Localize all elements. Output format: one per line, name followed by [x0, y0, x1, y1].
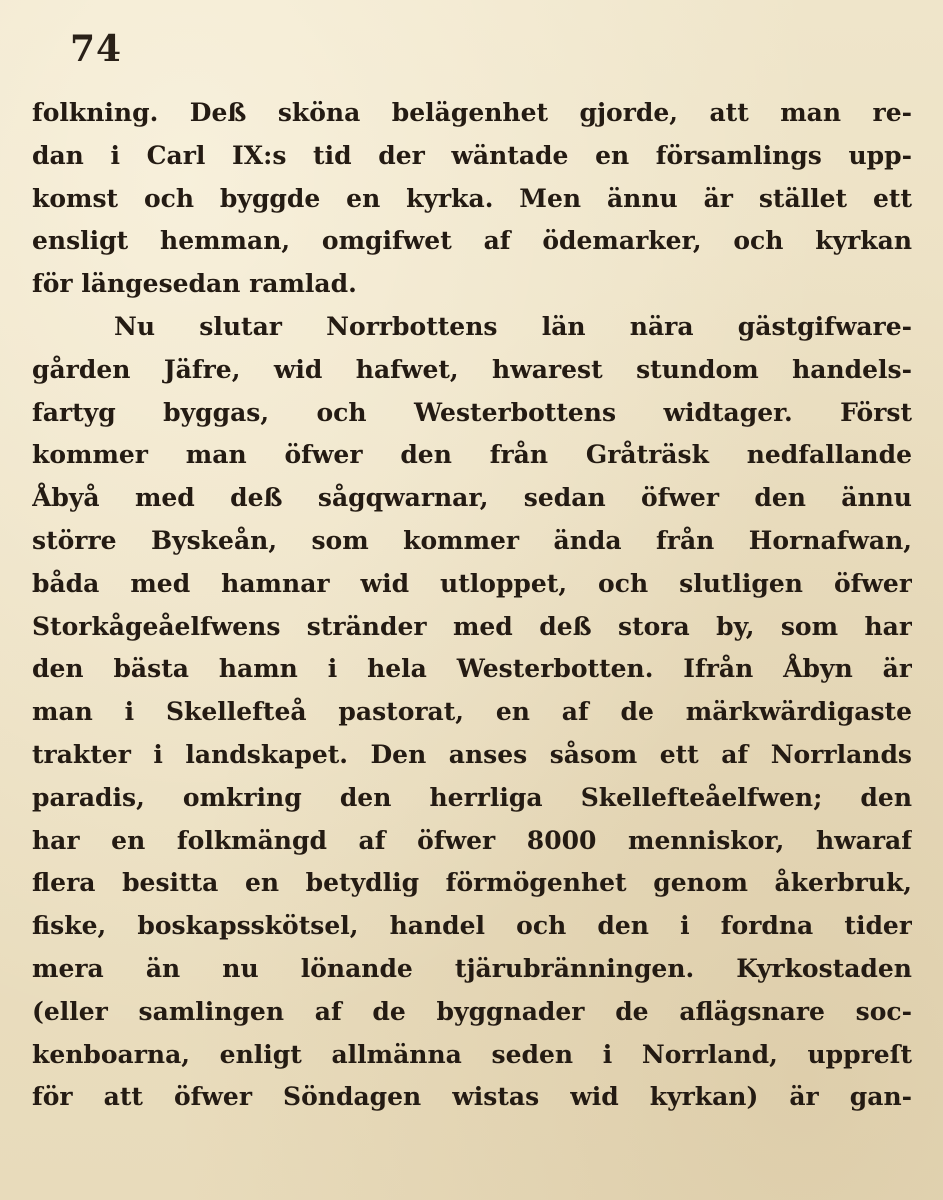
text-line: den bästa hamn i hela Westerbotten. Ifrån Åbyn är [32, 654, 912, 684]
text-line: kenboarna, enligt allmänna seden i Norrland, uppreſt [32, 1039, 912, 1069]
text-line: Storkågeåelfwens stränder med deß stora by, som har [32, 611, 912, 641]
text-line: Åbyå med deß sågqwarnar, sedan öfwer den ännu [32, 483, 912, 513]
page-number: 74 [70, 28, 123, 70]
text-line: dan i Carl IX:s tid der wäntade en församlings upp- [32, 140, 912, 170]
text-line: flera besitta en betydlig förmögenhet genom åkerbruk, [32, 868, 912, 898]
text-line: båda med hamnar wid utloppet, och slutligen öfwer [32, 568, 912, 598]
body-text [32, 92, 912, 1119]
text-line: mera än nu lönande tjärubränningen. Kyrkostaden [32, 953, 912, 983]
text-line: komst och byggde en kyrka. Men ännu är stället ett [32, 183, 912, 213]
text-line: fiske, boskapsskötsel, handel och den i fordna tider [32, 911, 912, 941]
text-line: har en folkmängd af öfwer 8000 menniskor, hwaraf [32, 825, 912, 855]
text-line: man i Skellefteå pastorat, en af de märkwärdigaste [32, 697, 912, 727]
text-line: större Byskeån, som kommer ända från Hornafwan, [32, 525, 912, 555]
text-line: kommer man öfwer den från Gråträsk nedfallande [32, 440, 912, 470]
text-line: för att öfwer Söndagen wistas wid kyrkan) är gan- [32, 1082, 912, 1112]
text-line: trakter i landskapet. Den anses såsom ett af Norrlands [32, 739, 912, 769]
text-line: paradis, omkring den herrliga Skellefteåelfwen; den [32, 782, 912, 812]
text-line: gården Jäfre, wid hafwet, hwarest stundom handels- [32, 354, 912, 384]
text-line: fartyg byggas, och Westerbottens widtager. Först [32, 397, 912, 427]
text-line: folkning. Deß sköna belägenhet gjorde, att man re- [32, 98, 912, 127]
text-line-paragraph-start: Nu slutar Norrbottens län nära gästgifware- [114, 311, 912, 341]
text-line: för längesedan ramlad. [32, 269, 357, 299]
text-line: (eller samlingen af de byggnader de aflägsnare soc- [32, 996, 912, 1026]
text-line: ensligt hemman, omgifwet af ödemarker, och kyrkan [32, 226, 912, 256]
